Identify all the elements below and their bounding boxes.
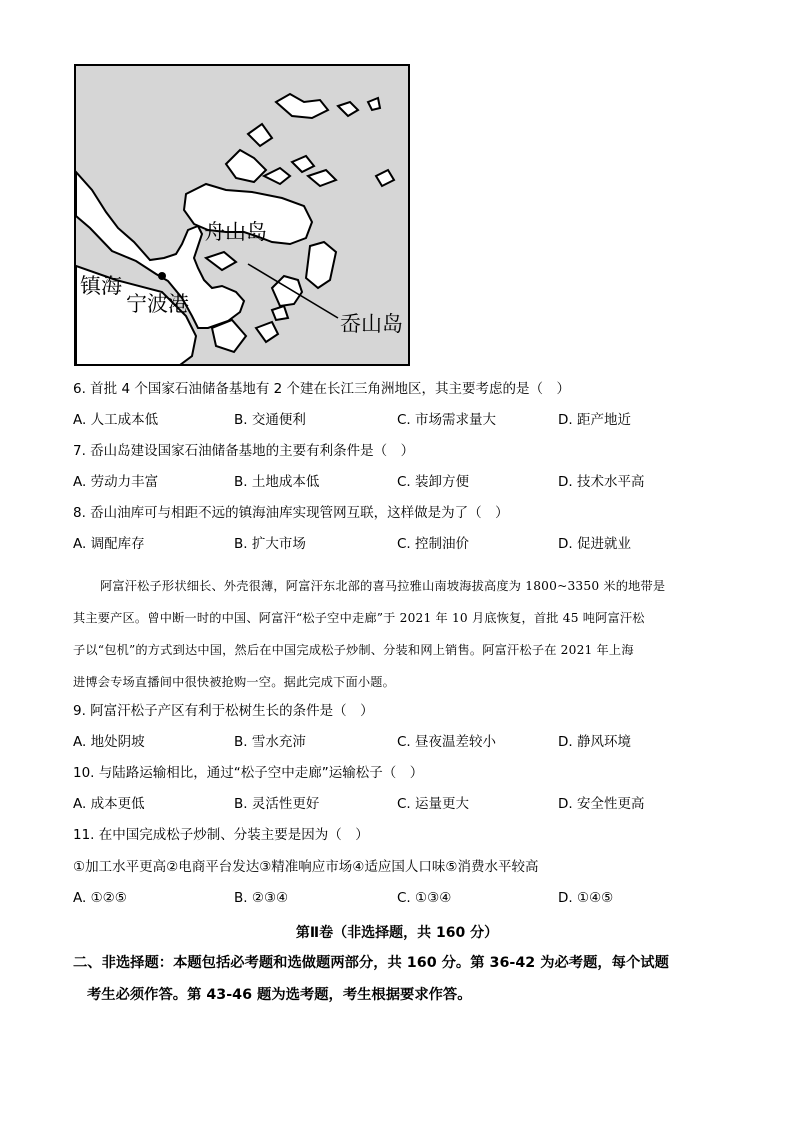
q7-option-b: B. 土地成本低 xyxy=(234,474,320,490)
q7-option-c: C. 装卸方便 xyxy=(397,474,470,490)
island xyxy=(368,98,380,110)
q9-option-d: D. 静风环境 xyxy=(558,734,631,750)
question-11: 11. 在中国完成松子炒制、分装主要是因为（ ） xyxy=(73,827,369,843)
section-instruction-1: 二、非选择题：本题包括必考题和选做题两部分，共 160 分。第 36-42 为必考题，每个试题 xyxy=(73,955,669,971)
q11-option-a: A. ①②⑤ xyxy=(73,890,127,906)
q8-option-d: D. 促进就业 xyxy=(558,536,631,552)
question-7: 7. 岙山岛建设国家石油储备基地的主要有利条件是（ ） xyxy=(73,443,415,459)
question-9: 9. 阿富汗松子产区有利于松树生长的条件是（ ） xyxy=(73,703,374,719)
passage-line-3: 子以“包机”的方式到达中国，然后在中国完成松子炒制、分装和网上销售。阿富汗松子在 2021 年上海 xyxy=(73,643,634,657)
island xyxy=(292,156,314,172)
q11-option-c: C. ①③④ xyxy=(397,890,452,906)
q6-option-c: C. 市场需求量大 xyxy=(397,412,497,428)
map-label-ningbo: 宁波港 xyxy=(126,292,189,316)
q8-option-a: A. 调配库存 xyxy=(73,536,145,552)
section-title: 第Ⅱ卷（非选择题，共 160 分） xyxy=(295,925,499,941)
map-label-zhenhai: 镇海 xyxy=(80,274,122,298)
q7-option-a: A. 劳动力丰富 xyxy=(73,474,159,490)
passage-line-4: 进博会专场直播间中很快被抢购一空。据此完成下面小题。 xyxy=(73,675,396,689)
island xyxy=(206,252,236,270)
q11-option-b: B. ②③④ xyxy=(234,890,289,906)
island xyxy=(276,94,328,118)
q9-option-c: C. 昼夜温差较小 xyxy=(397,734,497,750)
q6-option-b: B. 交通便利 xyxy=(234,412,306,428)
q10-option-c: C. 运量更大 xyxy=(397,796,470,812)
q10-option-b: B. 灵活性更好 xyxy=(234,796,320,812)
q6-option-d: D. 距产地近 xyxy=(558,412,631,428)
map-label-xiangshan: 岙山岛 xyxy=(340,312,403,336)
q6-option-a: A. 人工成本低 xyxy=(73,412,159,428)
island xyxy=(272,306,288,320)
question-11-choices: ①加工水平更高②电商平台发达③精准响应市场④适应国人口味⑤消费水平较高 xyxy=(73,859,539,875)
section-instruction-2: 考生必须作答。第 43-46 题为选考题，考生根据要求作答。 xyxy=(87,987,472,1003)
q8-option-b: B. 扩大市场 xyxy=(234,536,306,552)
q8-option-c: C. 控制油价 xyxy=(397,536,470,552)
q11-option-d: D. ①④⑤ xyxy=(558,890,614,906)
island xyxy=(338,102,358,116)
passage-line-1: 阿富汗松子形状细长、外壳很薄，阿富汗东北部的喜马拉雅山南坡海拔高度为 1800~3350 米的地带是 xyxy=(100,579,666,593)
q10-option-d: D. 安全性更高 xyxy=(558,796,645,812)
passage-line-2: 其主要产区。曾中断一时的中国、阿富汗“松子空中走廊”于 2021 年 10 月底恢复，首批 45 吨阿富汗松 xyxy=(73,611,645,625)
island xyxy=(376,170,394,186)
q7-option-d: D. 技术水平高 xyxy=(558,474,645,490)
q9-option-a: A. 地处阴坡 xyxy=(73,734,145,750)
island xyxy=(248,124,272,146)
island xyxy=(308,170,336,186)
q10-option-a: A. 成本更低 xyxy=(73,796,145,812)
island xyxy=(226,150,266,182)
question-6: 6. 首批 4 个国家石油储备基地有 2 个建在长江三角洲地区，其主要考虑的是（ ） xyxy=(73,381,571,397)
island xyxy=(264,168,290,184)
q9-option-b: B. 雪水充沛 xyxy=(234,734,306,750)
zhenhai-point xyxy=(158,272,166,280)
island xyxy=(306,242,336,288)
island xyxy=(256,322,278,342)
question-10: 10. 与陆路运输相比，通过“松子空中走廊”运输松子（ ） xyxy=(73,765,424,781)
map-figure xyxy=(74,64,410,366)
map-label-zhoushan: 舟山岛 xyxy=(204,220,267,244)
question-8: 8. 岙山油库可与相距不远的镇海油库实现管网互联，这样做是为了（ ） xyxy=(73,505,509,521)
